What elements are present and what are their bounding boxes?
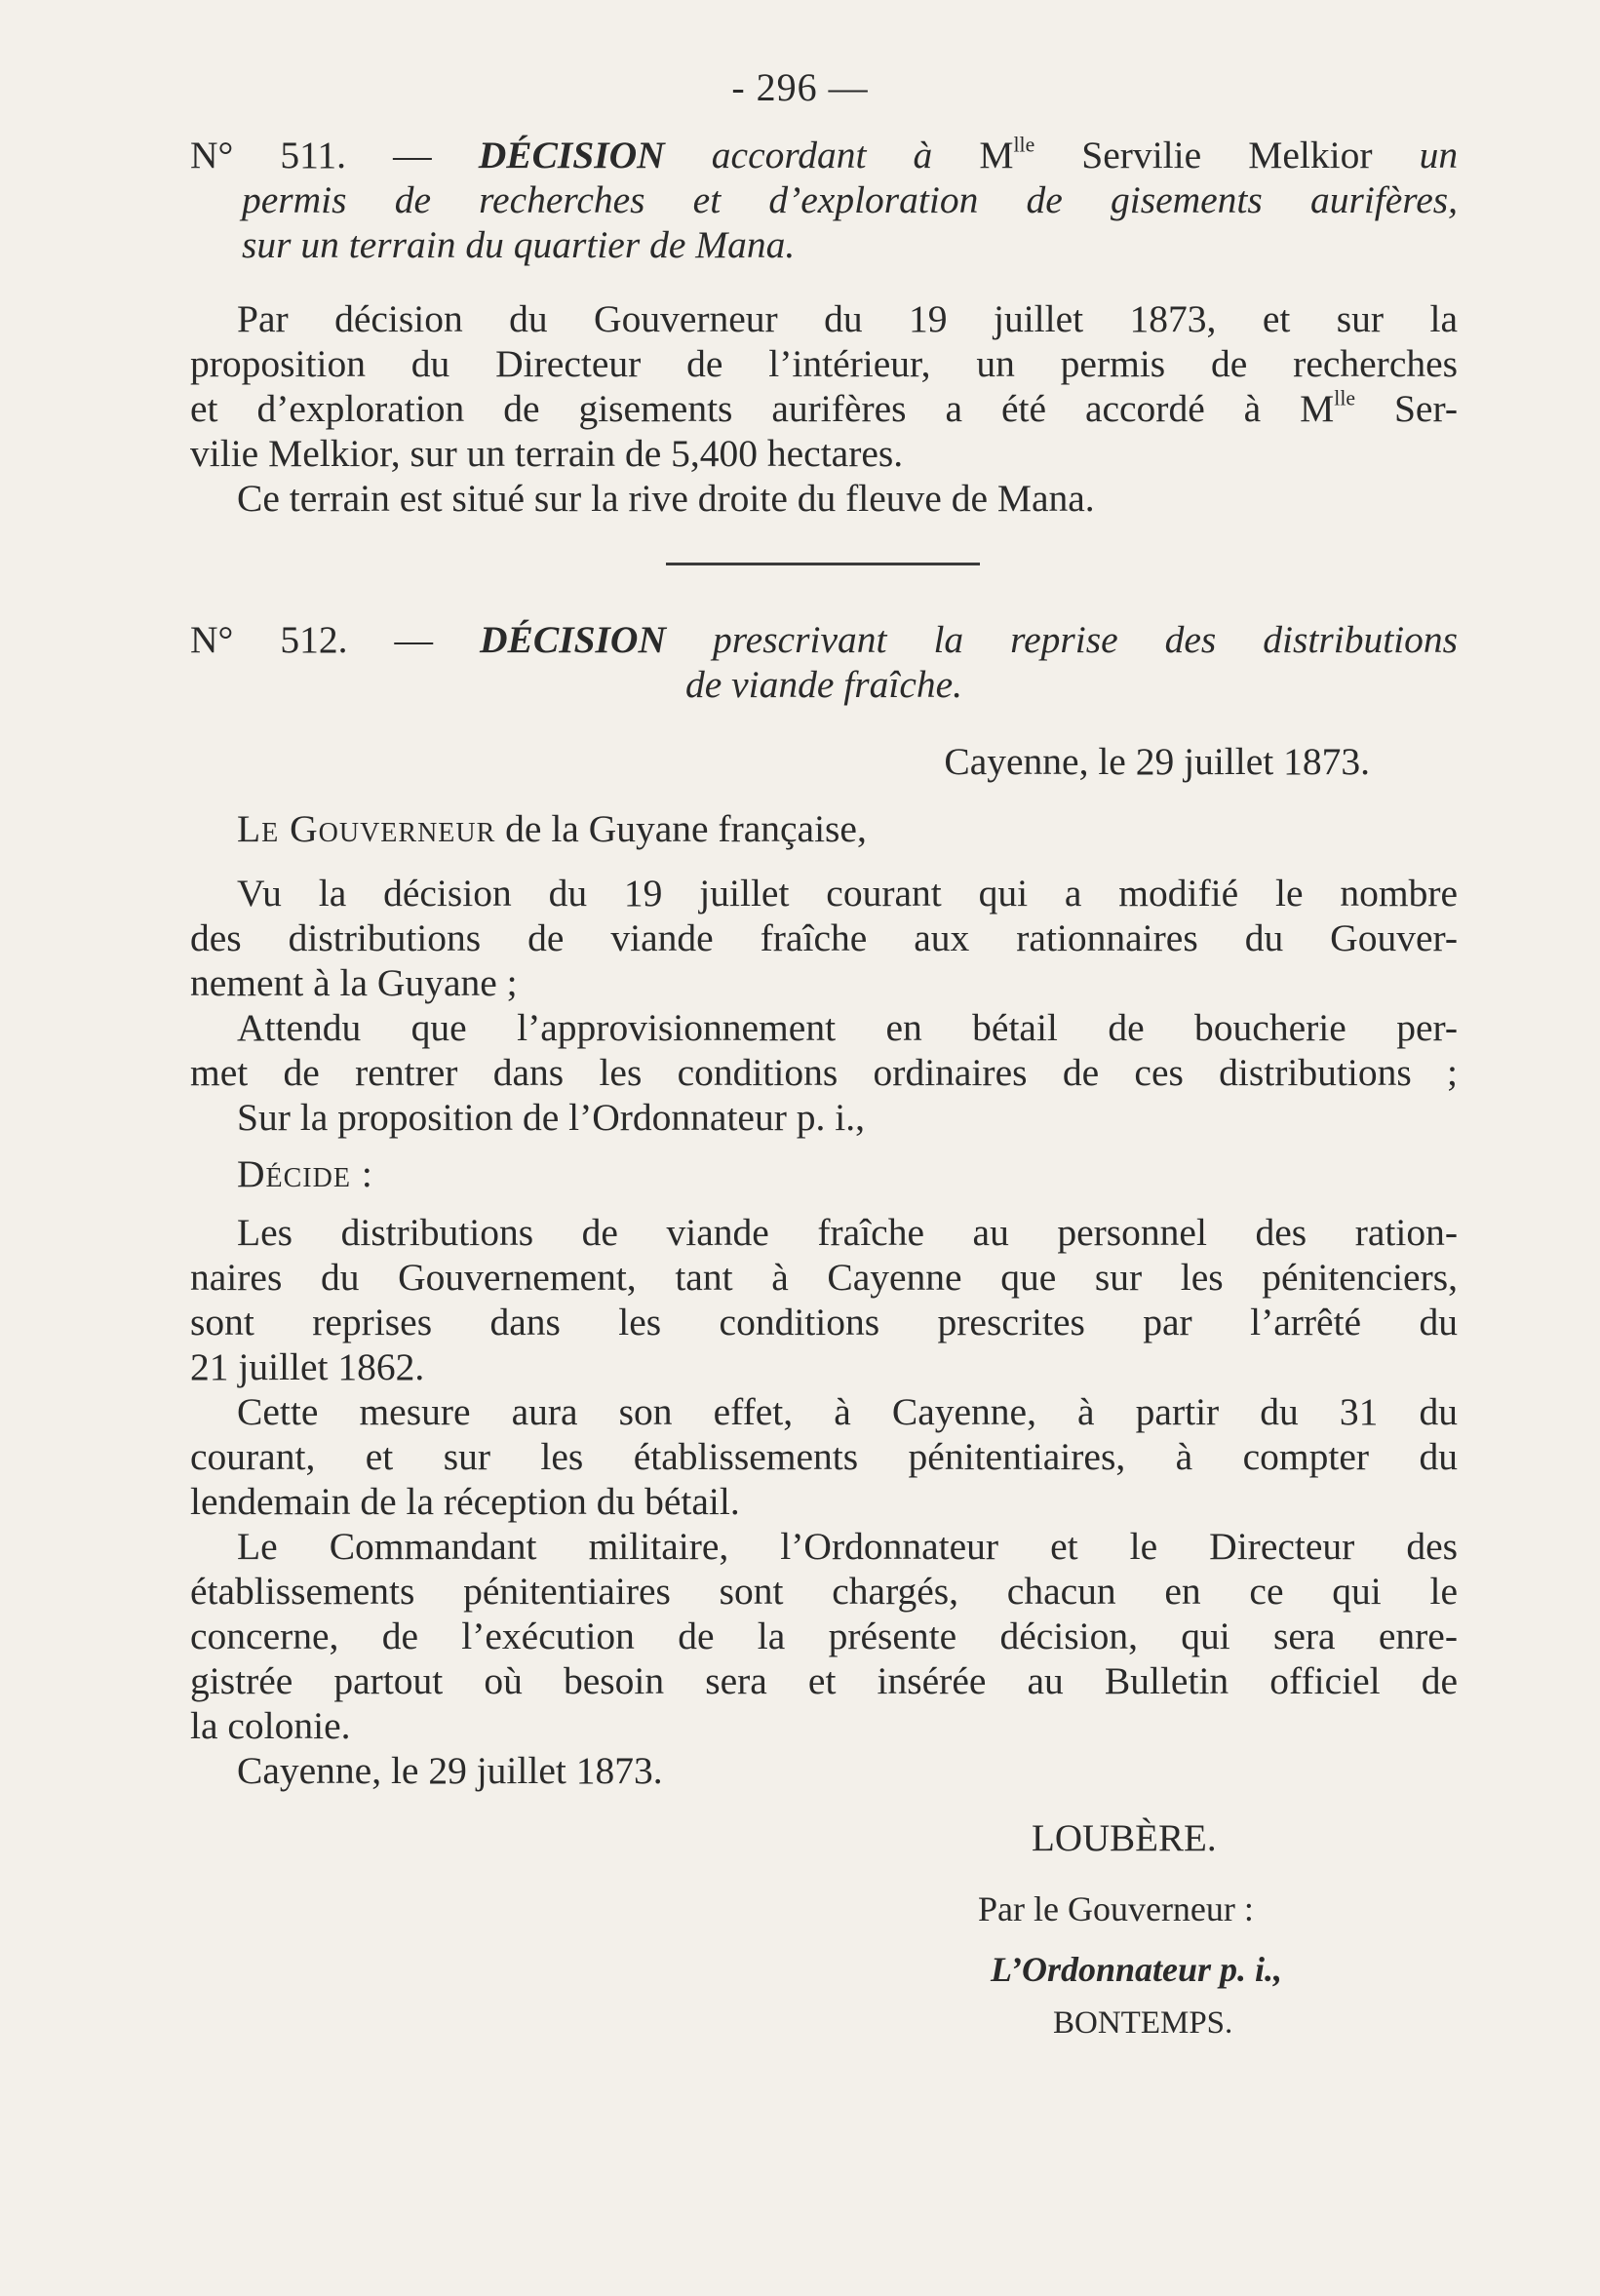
decision-511-heading <box>190 133 1458 267</box>
body-line: Par décision du Gouverneur du 19 juillet 1873, et sur la <box>237 297 1458 340</box>
sur-line: Sur la proposition de l’Ordonnateur p. i., <box>237 1096 865 1139</box>
body-line: la colonie. <box>190 1704 351 1747</box>
title-name: Servilie Melkior <box>1034 134 1373 176</box>
decision-511-title-line-3: sur un terrain du quartier de Mana. <box>242 223 796 266</box>
decision-512-heading <box>190 617 1458 707</box>
dash: — <box>394 618 433 661</box>
body-line: proposition du Directeur de l’intérieur, un permis de recherches <box>190 342 1458 385</box>
body-sup: lle <box>1334 386 1356 410</box>
body-line: concerne, de l’exécution de la présente décision, qui sera enre- <box>190 1615 1458 1657</box>
governor-rest: de la Guyane française, <box>495 807 867 850</box>
title-text: prescrivant la reprise des distributions <box>713 618 1459 661</box>
decision-type: DÉCISION <box>478 134 665 176</box>
body-line: 21 juillet 1862. <box>190 1345 425 1388</box>
body-line: Cette mesure aura son effet, à Cayenne, à partir du 31 du <box>237 1390 1458 1433</box>
body-line: Les distributions de viande fraîche au personnel des ration- <box>237 1211 1458 1254</box>
body-line: Le Commandant militaire, l’Ordonnateur et le Directeur des <box>237 1525 1458 1568</box>
decision-type: DÉCISION <box>480 618 666 661</box>
body-line <box>190 386 1458 431</box>
par-le-gouverneur: Par le Gouverneur : <box>978 1889 1254 1928</box>
decision-512-body <box>190 806 1458 1793</box>
closing-date: Cayenne, le 29 juillet 1873. <box>237 1749 663 1792</box>
title-name-prefix: M <box>979 134 1014 176</box>
vu-line: des distributions de viande fraîche aux rationnaires du Gouver- <box>190 916 1458 959</box>
decision-512-title-line-1 <box>190 617 1458 662</box>
body-line: Ce terrain est situé sur la rive droite du fleuve de Mana. <box>237 477 1095 520</box>
decide-line: Décide : <box>237 1152 373 1195</box>
body-line: courant, et sur les établissements pénitentiaires, à compter du <box>190 1435 1458 1478</box>
decision-512-title-line-2: de viande fraîche. <box>684 663 963 706</box>
spacer <box>190 1140 1458 1151</box>
page-number: - 296 — <box>731 65 869 109</box>
body-line: naires du Gouvernement, tant à Cayenne que sur les pénitenciers, <box>190 1256 1458 1299</box>
vu-line: Vu la décision du 19 juillet courant qui a modifié le nombre <box>237 872 1458 915</box>
spacer <box>190 851 1458 871</box>
signatory: LOUBÈRE. <box>1032 1817 1217 1859</box>
body-text: et d’exploration de gisements aurifères a été accordé à M <box>190 387 1335 430</box>
title-end: un <box>1419 134 1459 176</box>
dateline-text: Cayenne, le 29 juillet 1873. <box>944 740 1370 783</box>
decision-number: N° 512. <box>190 618 348 661</box>
title-name-sup: lle <box>1013 133 1035 157</box>
section-divider <box>666 563 980 565</box>
vu-line: nement à la Guyane ; <box>190 961 518 1004</box>
body-text-end: Ser- <box>1355 387 1458 430</box>
decision-511-title-line-2: permis de recherches et d’exploration de gisements aurifères, <box>242 178 1458 221</box>
attendu-line: met de rentrer dans les conditions ordinaires de ces distributions ; <box>190 1051 1458 1094</box>
body-line: établissements pénitentiaires sont chargés, chacun en ce qui le <box>190 1570 1458 1613</box>
dash: — <box>393 134 432 176</box>
dateline <box>190 739 1458 784</box>
countersignatory: BONTEMPS. <box>1053 2005 1233 2041</box>
ordonnateur-title: L’Ordonnateur p. i., <box>991 1950 1283 1989</box>
attendu-line: Attendu que l’approvisionnement en bétail de boucherie per- <box>237 1006 1458 1049</box>
governor-line <box>190 806 1458 851</box>
body-line: gistrée partout où besoin sera et insérée au Bulletin officiel de <box>190 1659 1458 1702</box>
governor-title: Le Gouverneur <box>237 807 496 850</box>
body-line: vilie Melkior, sur un terrain de 5,400 hectares. <box>190 432 904 475</box>
title-text: accordant à <box>711 134 933 176</box>
decision-511-body <box>190 296 1458 521</box>
body-line: sont reprises dans les conditions prescrites par l’arrêté du <box>190 1301 1458 1343</box>
body-line: lendemain de la réception du bétail. <box>190 1480 740 1523</box>
decision-511-title-line-1 <box>190 133 1458 177</box>
spacer <box>190 1196 1458 1210</box>
decision-number: N° 511. <box>190 134 347 176</box>
